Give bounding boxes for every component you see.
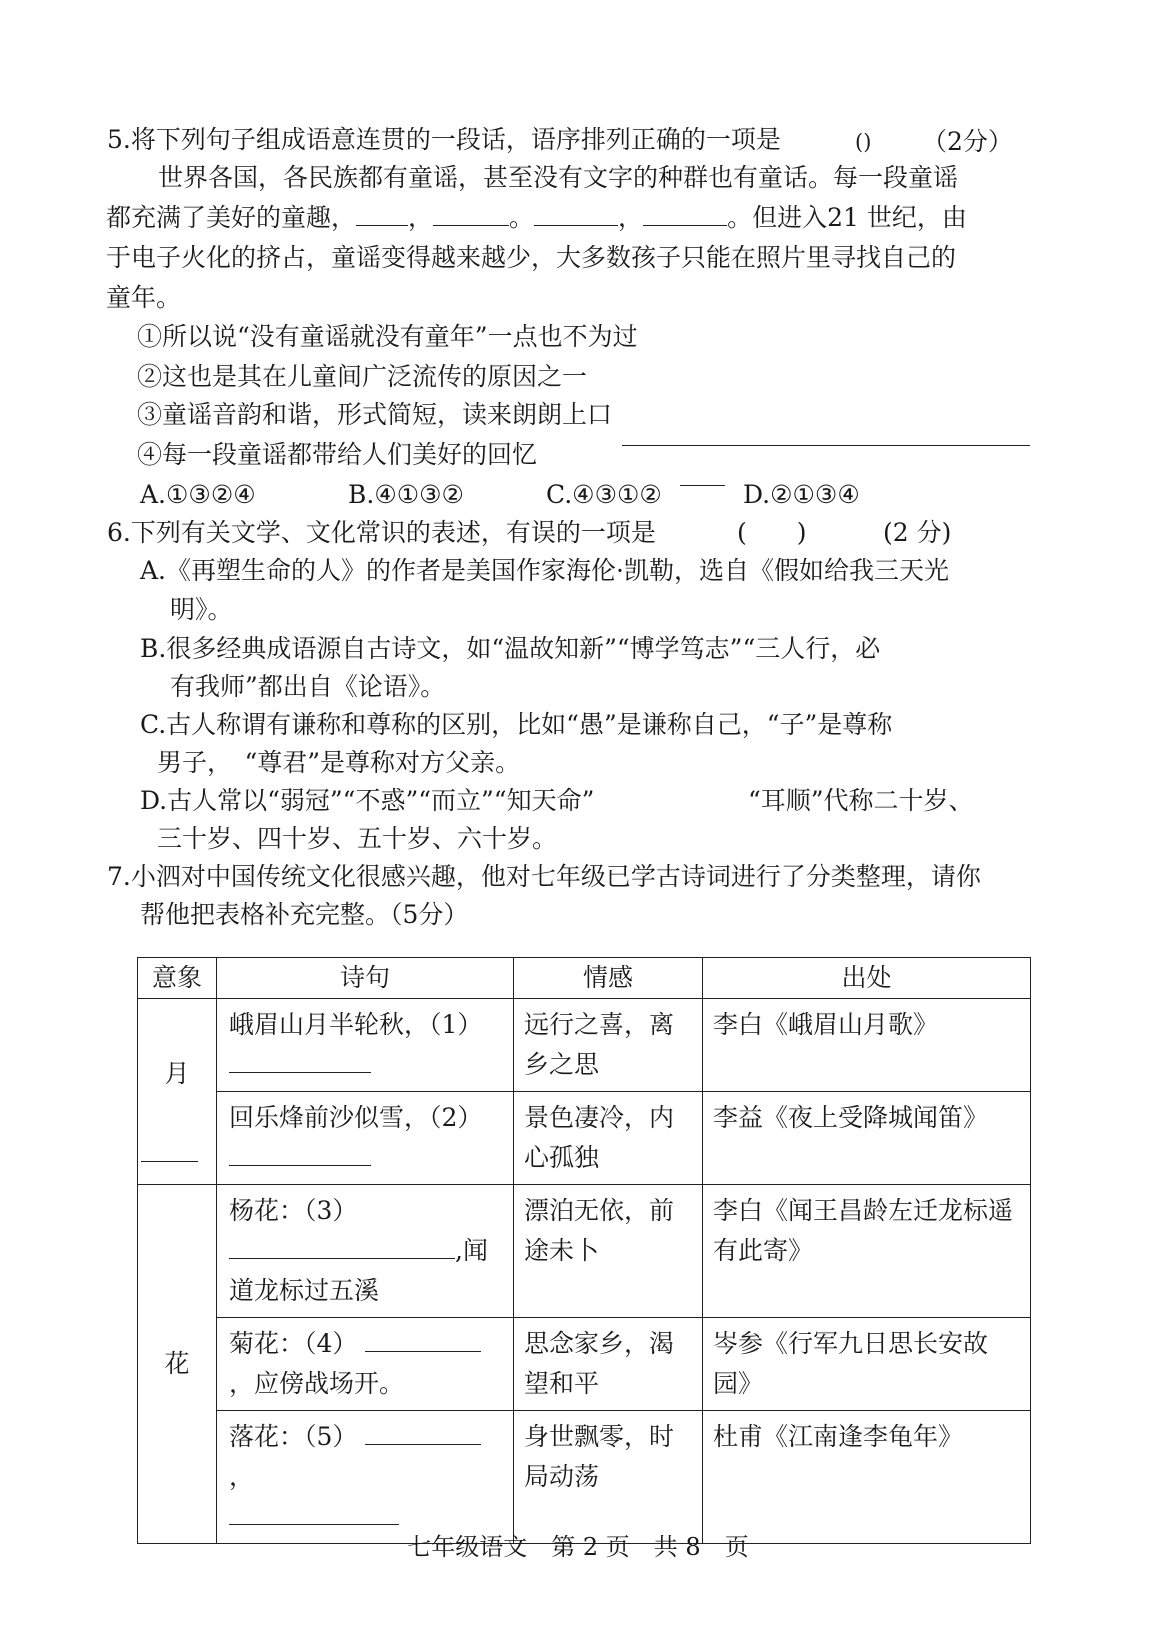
source-cell: 杜甫《江南逢李龟年》 [703,1411,1031,1544]
q5-blank-1[interactable] [356,203,408,226]
q5-option-c-mark [680,485,725,486]
verse-blank-3[interactable] [229,1257,455,1259]
q6-stem: 6.下列有关文学、文化常识的表述，有误的一项是 [107,518,656,547]
q5-blank-2[interactable] [433,203,509,226]
q6-option-b-line2: 有我师”都出自《论语》。 [170,672,446,701]
image-flower-cell [138,1185,217,1544]
verse-cell: 回乐烽前沙似雪，（2） [217,1092,514,1185]
image-moon-label: 月 [164,1058,190,1088]
q5-option-a[interactable]: A.①③②④ [140,480,256,509]
table-row [138,1411,1031,1544]
table-row [138,1318,1031,1411]
verse-cell: 杨花：（3） ,闻道龙标过五溪 [217,1185,514,1318]
q5-answer-paren: () [855,130,872,154]
q5-stem: 5.将下列句子组成语意连贯的一段话，语序排列正确的一项是 [107,125,781,154]
q5-answer-line [622,445,1030,446]
verse-blank-5b[interactable] [229,1523,399,1525]
q6-option-c-line1[interactable]: C.古人称谓有谦称和尊称的区别，比如“愚”是谦称自己，“子”是尊称 [140,710,893,739]
emotion-cell: 身世飘零，时局动荡 [514,1411,703,1544]
q5-passage-line3: 于电子火化的挤占，童谣变得越来越少，大多数孩子只能在照片里寻找自己的 [106,243,957,272]
header-source: 出处 [703,958,1031,999]
source-cell: 李白《闻王昌龄左迁龙标遥有此寄》 [703,1185,1031,1318]
q7-stem-line1: 7.小泗对中国传统文化很感兴趣，他对七年级已学古诗词进行了分类整理，请你 [107,862,981,891]
verse-cell: 落花：（5） ， [217,1411,514,1544]
verse-blank-4[interactable] [365,1350,481,1352]
table-header-row [138,958,1031,999]
image-flower-label: 花 [164,1349,190,1378]
q6-option-d-line1b: “耳顺”代称二十岁、 [748,786,974,815]
q6-answer-paren: ( ) [737,518,807,547]
q5-score: （2分） [922,127,1013,156]
q6-option-c-line2: 男子， “尊君”是尊称对方父亲。 [157,748,521,777]
q5-passage-line2: 都充满了美好的童趣， ， 。 ， 。但进入21 世纪，由 [106,203,967,232]
verse-blank-5a[interactable] [365,1443,481,1445]
q5-item-2: ②这也是其在儿童间广泛流传的原因之一 [137,362,588,391]
q5-item-1: ①所以说“没有童谣就没有童年”一点也不为过 [137,322,638,351]
emotion-cell: 远行之喜，离乡之思 [514,999,703,1092]
table-row [138,1185,1031,1318]
q5-passage-line1: 世界各国，各民族都有童谣，甚至没有文字的种群也有童话。每一段童谣 [158,163,959,192]
poetry-table [137,957,1031,1544]
q6-score: (2 分) [883,518,952,547]
emotion-cell: 思念家乡，渴望和平 [514,1318,703,1411]
verse-blank-1[interactable] [229,1071,371,1073]
q6-option-d-line2: 三十岁、四十岁、五十岁、六十岁。 [157,824,558,853]
verse-cell: 峨眉山月半轮秋，（1） [217,999,514,1092]
source-cell: 李益《夜上受降城闻笛》 [703,1092,1031,1185]
q5-option-b[interactable]: B.④①③② [348,480,464,509]
q6-option-a-line2: 明》。 [170,595,233,624]
table-row [138,999,1031,1092]
q5-item-4: ④每一段童谣都带给人们美好的回忆 [137,440,538,469]
image-moon-cell [138,999,217,1185]
q6-option-a-line1[interactable]: A.《再塑生命的人》的作者是美国作家海伦·凯勒，选自《假如给我三天光 [140,556,949,585]
q5-passage-line4: 童年。 [106,283,182,312]
table-row [138,1092,1031,1185]
q5-option-d[interactable]: D.②①③④ [743,480,860,509]
q5-blank-4[interactable] [643,203,727,226]
image-moon-blank[interactable] [141,1161,198,1162]
q5-blank-3[interactable] [534,203,618,226]
header-image: 意象 [138,958,217,999]
header-verse: 诗句 [217,958,514,999]
source-cell: 岑参《行军九日思长安故园》 [703,1318,1031,1411]
header-emotion: 情感 [514,958,703,999]
emotion-cell: 景色凄冷，内心孤独 [514,1092,703,1185]
source-cell: 李白《峨眉山月歌》 [703,999,1031,1092]
page-footer: 七年级语文 第 2 页 共 8 页 [407,1533,749,1561]
q6-option-d-line1[interactable]: D.古人常以“弱冠”“不惑”“而立”“知天命” [140,786,595,815]
verse-blank-2[interactable] [229,1164,371,1166]
q7-stem-line2: 帮他把表格补充完整。（5分） [140,900,469,929]
verse-cell: 菊花：（4） ，应傍战场开。 [217,1318,514,1411]
q6-option-b-line1[interactable]: B.很多经典成语源自古诗文，如“温故知新”“博学笃志”“三人行，必 [140,634,881,663]
q5-item-3: ③童谣音韵和谐，形式简短，读来朗朗上口 [137,400,613,429]
q5-option-c[interactable]: C.④③①② [546,480,662,509]
emotion-cell: 漂泊无依，前途未卜 [514,1185,703,1318]
